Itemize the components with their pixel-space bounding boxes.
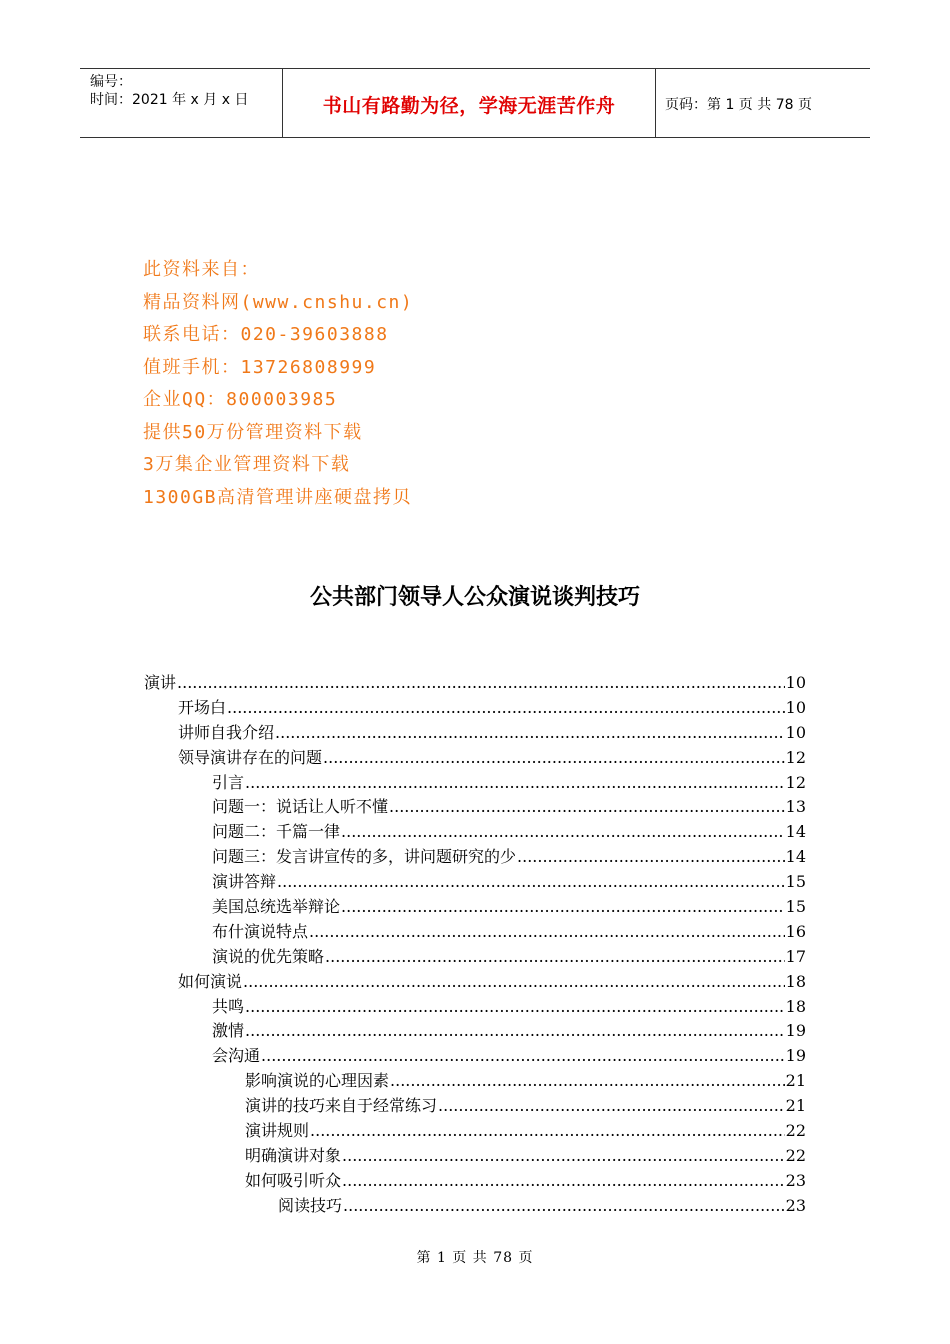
toc-entry-label: 明确演讲对象 — [245, 1145, 342, 1165]
toc-entry-label: 如何演说 — [178, 971, 243, 991]
toc-entry-label: 美国总统选举辩论 — [212, 897, 341, 917]
header-left-cell — [80, 69, 282, 137]
ad-line: 联系电话：020-39603888 — [143, 324, 389, 345]
toc-dot-leader — [245, 1019, 785, 1044]
document-title: 公共部门领导人公众演说谈判技巧 — [309, 585, 640, 610]
table-of-contents — [144, 671, 806, 1219]
toc-entry-page: 14 — [785, 822, 806, 842]
toc-dot-leader — [309, 920, 785, 945]
toc-entry[interactable] — [144, 1119, 806, 1144]
toc-dot-leader — [342, 1144, 785, 1169]
toc-entry[interactable] — [144, 696, 806, 721]
toc-entry[interactable] — [144, 945, 806, 970]
toc-dot-leader — [341, 820, 785, 845]
toc-entry[interactable] — [144, 845, 806, 870]
toc-dot-leader — [517, 845, 785, 870]
toc-entry[interactable] — [144, 920, 806, 945]
ad-line: 此资料来自： — [143, 259, 260, 280]
toc-entry[interactable] — [144, 1069, 806, 1094]
toc-dot-leader — [390, 1069, 785, 1094]
toc-entry-page: 21 — [785, 1096, 806, 1116]
page-footer: 第 1 页 共 78 页 — [416, 1250, 534, 1266]
toc-entry-page: 18 — [785, 971, 806, 991]
header-center-cell — [282, 69, 656, 137]
page-info: 页码：第 1 页 共 78 页 — [665, 97, 812, 113]
toc-dot-leader — [343, 1194, 785, 1219]
toc-entry-page: 15 — [785, 872, 806, 892]
toc-entry-page: 19 — [785, 1021, 806, 1041]
toc-entry[interactable] — [144, 1144, 806, 1169]
toc-entry[interactable] — [144, 970, 806, 995]
toc-dot-leader — [243, 970, 785, 995]
toc-dot-leader — [177, 671, 785, 696]
toc-entry-label: 激情 — [212, 1021, 245, 1041]
toc-entry-label: 如何吸引听众 — [245, 1170, 342, 1190]
toc-entry-label: 会沟通 — [212, 1046, 261, 1066]
toc-entry[interactable] — [144, 1094, 806, 1119]
toc-entry-label: 演说的优先策略 — [212, 946, 325, 966]
toc-entry-page: 23 — [785, 1195, 806, 1215]
toc-dot-leader — [310, 1119, 785, 1144]
toc-entry-label: 演讲 — [144, 673, 177, 692]
toc-entry-page: 14 — [785, 847, 806, 867]
toc-entry-page: 12 — [785, 772, 806, 792]
toc-dot-leader — [438, 1094, 785, 1119]
toc-entry-label: 讲师自我介绍 — [178, 722, 275, 742]
toc-dot-leader — [275, 721, 785, 746]
toc-entry-page: 22 — [785, 1121, 806, 1141]
motto-text: 书山有路勤为径，学海无涯苦作舟 — [322, 95, 616, 117]
toc-dot-leader — [389, 795, 785, 820]
toc-entry-page: 17 — [785, 946, 806, 966]
toc-entry-label: 演讲的技巧来自于经常练习 — [245, 1096, 438, 1116]
toc-entry[interactable] — [144, 1169, 806, 1194]
toc-entry-page: 10 — [785, 673, 806, 692]
toc-entry[interactable] — [144, 995, 806, 1020]
toc-entry-label: 演讲规则 — [245, 1121, 310, 1141]
toc-entry-label: 问题一：说话让人听不懂 — [212, 797, 389, 817]
number-label: 编号： — [90, 74, 132, 90]
toc-entry-label: 影响演说的心理因素 — [245, 1071, 390, 1091]
toc-dot-leader — [323, 746, 785, 771]
toc-entry[interactable] — [144, 795, 806, 820]
toc-entry-page: 10 — [785, 722, 806, 742]
toc-entry[interactable] — [144, 870, 806, 895]
toc-entry[interactable] — [144, 671, 806, 696]
toc-entry-page: 13 — [785, 797, 806, 817]
toc-entry[interactable] — [144, 721, 806, 746]
time-label: 时间：2021 年 x 月 x 日 — [90, 92, 249, 108]
toc-entry-label: 引言 — [212, 772, 245, 792]
toc-entry-page: 19 — [785, 1046, 806, 1066]
toc-entry-page: 15 — [785, 897, 806, 917]
toc-dot-leader — [342, 1169, 785, 1194]
ad-line: 精品资料网(www.cnshu.cn) — [143, 291, 414, 313]
toc-entry-label: 开场白 — [178, 697, 227, 717]
toc-entry-page: 23 — [785, 1170, 806, 1190]
header-right-cell — [655, 69, 870, 137]
toc-entry-page: 22 — [785, 1145, 806, 1165]
toc-entry[interactable] — [144, 771, 806, 796]
toc-entry[interactable] — [144, 820, 806, 845]
toc-dot-leader — [325, 945, 785, 970]
toc-entry[interactable] — [144, 895, 806, 920]
toc-entry-page: 12 — [785, 747, 806, 767]
toc-entry-label: 共鸣 — [212, 996, 245, 1016]
toc-entry-page: 21 — [785, 1071, 806, 1091]
toc-entry-page: 16 — [785, 921, 806, 941]
toc-entry-label: 领导演讲存在的问题 — [178, 747, 323, 767]
toc-entry-label: 问题三：发言讲宣传的多，讲问题研究的少 — [212, 847, 517, 867]
toc-entry[interactable] — [144, 1194, 806, 1219]
ad-line: 值班手机：13726808999 — [143, 356, 377, 378]
ad-line: 企业QQ：800003985 — [143, 389, 338, 410]
toc-dot-leader — [261, 1044, 785, 1069]
toc-dot-leader — [245, 771, 785, 796]
toc-entry-label: 阅读技巧 — [278, 1195, 343, 1215]
ad-line: 1300GB高清管理讲座硬盘拷贝 — [143, 486, 413, 508]
ad-block — [143, 254, 413, 514]
toc-entry[interactable] — [144, 746, 806, 771]
toc-dot-leader — [277, 870, 785, 895]
toc-dot-leader — [341, 895, 785, 920]
toc-entry-page: 10 — [785, 697, 806, 717]
toc-entry[interactable] — [144, 1044, 806, 1069]
toc-entry-label: 问题二：千篇一律 — [212, 822, 341, 842]
header-table — [80, 68, 870, 138]
toc-dot-leader — [245, 995, 785, 1020]
ad-line: 提供50万份管理资料下载 — [143, 421, 363, 443]
toc-entry-label: 演讲答辩 — [212, 872, 277, 892]
toc-entry-page: 18 — [785, 996, 806, 1016]
toc-entry[interactable] — [144, 1019, 806, 1044]
toc-dot-leader — [227, 696, 785, 721]
ad-line: 3万集企业管理资料下载 — [143, 454, 351, 475]
toc-entry-label: 布什演说特点 — [212, 921, 309, 941]
